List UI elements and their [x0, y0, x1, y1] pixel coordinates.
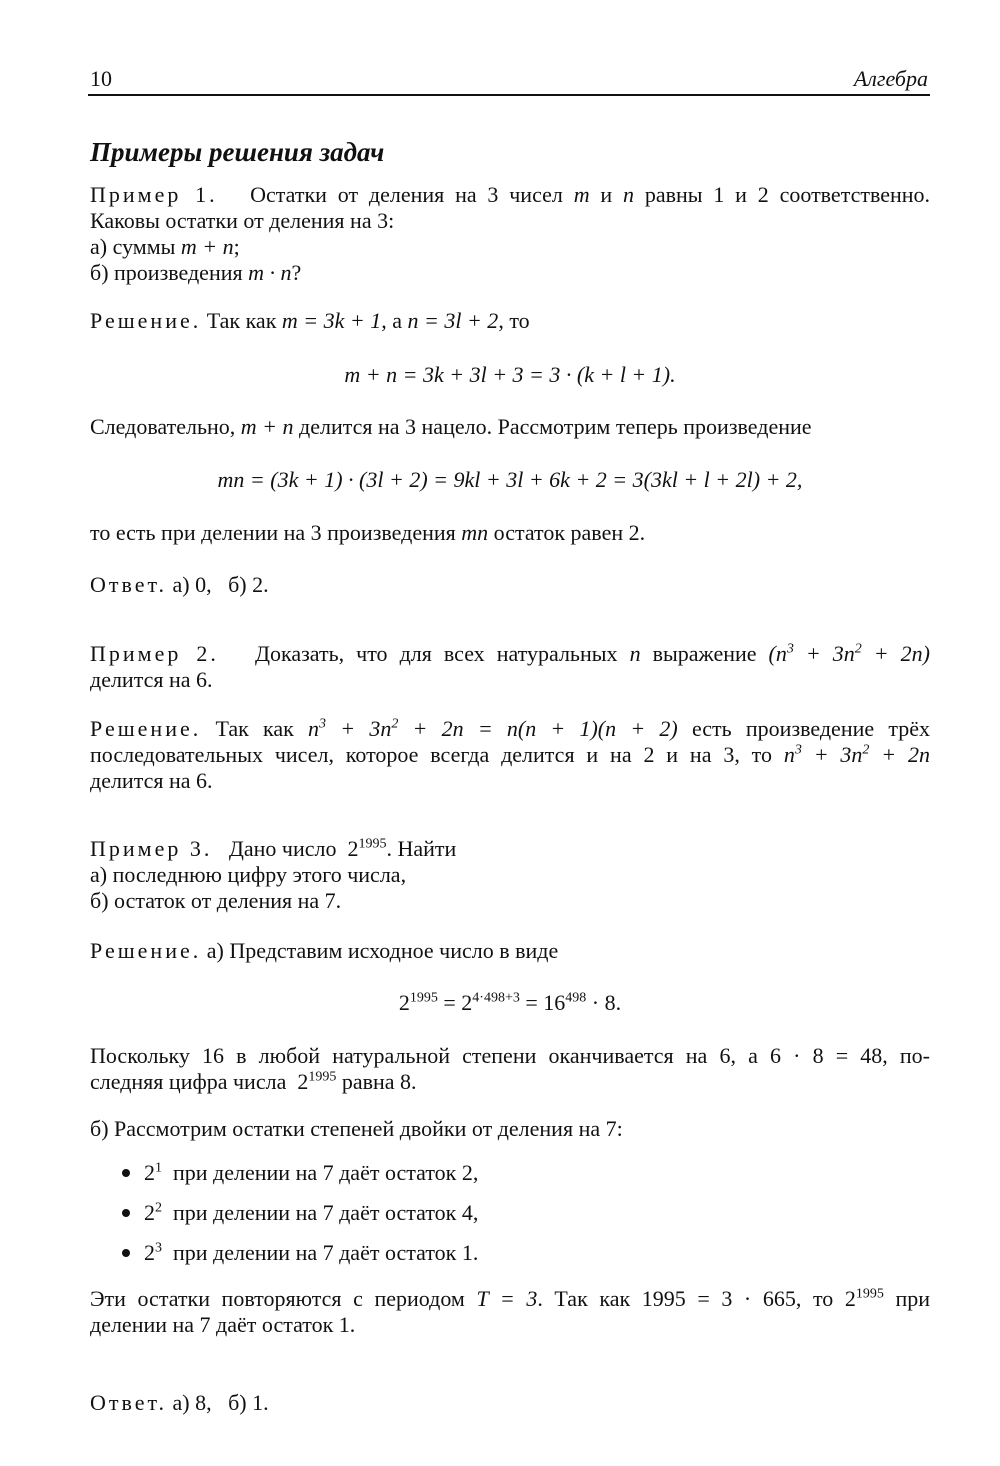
- example-3-part-b-intro: б) Рассмотрим остатки степеней двойки от деления на 7:: [90, 1116, 623, 1141]
- header-rule: [88, 94, 930, 96]
- example-1-answer: Ответ. а) 0, б) 2.: [90, 572, 269, 597]
- example-3-answer: Ответ. а) 8, б) 1.: [90, 1390, 269, 1415]
- formula-power: $2^{1995} = 2^{4\cdot 498+3} = 16^{498} \cdot 8$.: [398, 990, 622, 1015]
- formula-sum: m + n = 3k + 3l + 3 = 3 · (k + l + 1).: [344, 362, 676, 387]
- bullet-dot: [122, 1249, 130, 1257]
- section-title: Примеры решения задач: [90, 137, 385, 167]
- example-3-solution-intro: Решение. а) Представим исходное число в виде: [90, 938, 559, 963]
- remainder-list: [122, 1160, 478, 1280]
- example-1-item-b: б) произведения m · n?: [90, 260, 302, 285]
- example-1-conclusion-2: то есть при делении на 3 произведения mn остаток равен 2.: [90, 520, 646, 545]
- example-1-item-a: а) суммы m + n;: [90, 234, 240, 259]
- example-1-solution-label: Решение.: [90, 308, 202, 333]
- example-2-solution: Решение. Так как $n^3 + 3n^2 + 2n = n(n + 1)(n + 2)$ есть произведение трёх последовательных чисел, которое всегда делится и на 2 и на 3, то $n^3 + 3n^2 + 2n$ делится на 6.: [90, 716, 930, 793]
- example-2-solution-label: Решение.: [90, 716, 202, 741]
- formula-product: mn = (3k + 1) · (3l + 2) = 9kl + 3l + 6k + 2 = 3(3kl + l + 2l) + 2,: [217, 467, 803, 492]
- example-3-paragraph-2: Эти остатки повторяются с периодом T = 3. Так как 1995 = 3 · 665, то $2^{1995}$ при делении на 7 даёт остаток 1.: [90, 1286, 931, 1337]
- example-3-answer-label: Ответ.: [90, 1390, 167, 1415]
- list-item: $2^3$ при делении на 7 даёт остаток 1.: [122, 1240, 478, 1266]
- example-3-label: Пример 3.: [90, 836, 213, 861]
- example-3-solution-label: Решение.: [90, 938, 202, 963]
- example-3-statement: Пример 3. Дано число $2^{1995}$. Найти а) последнюю цифру этого числа, б) остаток от деления на 7.: [90, 836, 457, 913]
- example-1-answer-label: Ответ.: [90, 572, 167, 597]
- example-1-label: Пример 1.: [90, 182, 218, 207]
- page-number: 10: [90, 66, 112, 91]
- running-title: Алгебра: [853, 66, 928, 91]
- example-1-line-2: Каковы остатки от деления на 3:: [90, 208, 395, 233]
- example-2-statement: Пример 2. Доказать, что для всех натуральных n выражение $(n^3 + 3n^2 + 2n)$ делится на 6.: [90, 641, 931, 692]
- example-1-line-1: Пример 1. Остатки от деления на 3 чисел m и n равны 1 и 2 соответственно.: [90, 182, 931, 207]
- example-2-label: Пример 2.: [90, 641, 219, 666]
- example-3-paragraph-1: Поскольку 16 в любой натуральной степени оканчивается на 6, а 6 · 8 = 48, по- следняя цифра числа $2^{1995}$ равна 8.: [90, 1043, 930, 1094]
- example-1-solution-intro: Решение. Так как m = 3k + 1, а n = 3l + 2, то: [90, 308, 530, 333]
- bullet-dot: [122, 1169, 130, 1177]
- bullet-dot: [122, 1209, 130, 1217]
- example-1-statement: [90, 182, 930, 286]
- example-1-conclusion-1: Следовательно, m + n делится на 3 нацело. Рассмотрим теперь произведение: [90, 414, 812, 439]
- list-item: $2^2$ при делении на 7 даёт остаток 4,: [122, 1200, 478, 1226]
- list-item: $2^1$ при делении на 7 даёт остаток 2,: [122, 1160, 478, 1186]
